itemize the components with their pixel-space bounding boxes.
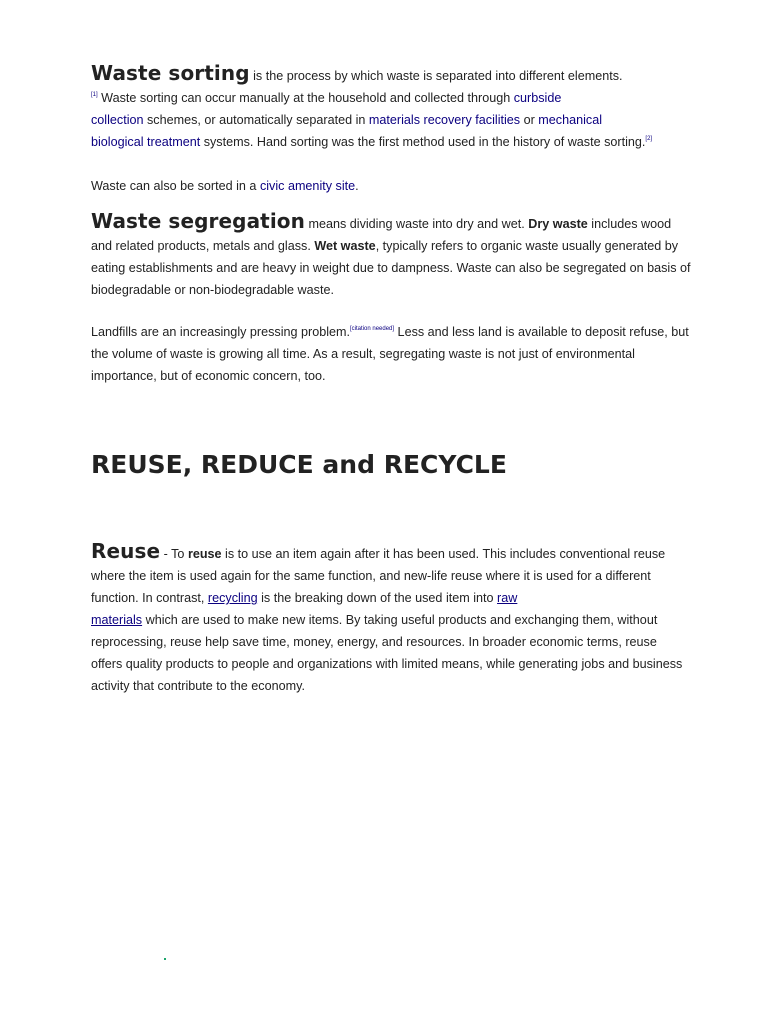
curbside-collection-link[interactable]: curbside xyxy=(513,91,562,105)
waste-segregation-term: Waste segregation xyxy=(91,209,305,233)
paragraph-text: Waste can also be sorted in a xyxy=(91,179,260,193)
paragraph-text: Waste sorting can occur manually at the household and collected through xyxy=(97,91,514,105)
civic-amenity-paragraph xyxy=(91,175,691,197)
waste-sorting-term: Waste sorting xyxy=(91,61,250,85)
paragraph-text: is to use an item again after it has been used. This includes conventional reuse where the item is used again for the same function, and new-life reuse where it is used for a different function. In contrast, xyxy=(91,547,666,605)
paragraph-text: is the breaking down of the used item into xyxy=(257,591,498,605)
reuse-term: Reuse xyxy=(91,539,161,563)
citation-link[interactable]: [2] xyxy=(645,136,653,142)
mechanical-biological-treatment-link[interactable]: biological treatment xyxy=(91,135,201,149)
paragraph-text: Landfills are an increasingly pressing problem. xyxy=(91,325,351,339)
paragraph-text: includes wood and related products, metals and glass. xyxy=(91,217,672,253)
waste-sorting-paragraph xyxy=(91,62,691,153)
paragraph-text: Less and less land is available to deposit refuse, but the volume of waste is growing all time. As a result, segregating waste is not just of environmental importance, but of economic concern, too. xyxy=(91,325,689,383)
stray-mark xyxy=(164,958,166,960)
civic-amenity-site-link[interactable]: civic amenity site xyxy=(259,179,356,193)
citation-needed-link[interactable]: [citation needed] xyxy=(350,326,395,332)
landfills-paragraph xyxy=(91,321,691,387)
waste-segregation-paragraph xyxy=(91,210,691,301)
dry-waste-term: Dry waste xyxy=(528,217,588,231)
paragraph-text: or xyxy=(520,113,539,127)
paragraph-text: which are used to make new items. By taking useful products and exchanging them, without reprocessing, reuse help save time, money, energy, and resources. In broader economic terms, reuse offers quality products to people and organizations with limited means, while generating jobs and business activity that contribute to the economy. xyxy=(91,613,683,693)
paragraph-text: is the process by which waste is separated into different elements. xyxy=(249,69,623,83)
raw-materials-link[interactable]: materials xyxy=(91,613,143,627)
wet-waste-term: Wet waste xyxy=(314,239,376,253)
paragraph-text: means dividing waste into dry and wet. xyxy=(304,217,529,231)
paragraph-text: schemes, or automatically separated in xyxy=(143,113,369,127)
recycling-link[interactable]: recycling xyxy=(207,591,258,605)
curbside-collection-link[interactable]: collection xyxy=(91,113,144,127)
section-heading: REUSE, REDUCE and RECYCLE xyxy=(91,450,507,479)
citation-link[interactable]: [1] xyxy=(91,92,98,98)
paragraph-text: . xyxy=(355,179,359,193)
raw-materials-link[interactable]: raw xyxy=(497,591,518,605)
reuse-paragraph xyxy=(91,540,691,697)
reuse-bold-term: reuse xyxy=(187,547,222,561)
materials-recovery-facilities-link[interactable]: materials recovery facilities xyxy=(368,113,521,127)
paragraph-text: systems. Hand sorting was the first method used in the history of waste sorting. xyxy=(200,135,646,149)
paragraph-text: , typically refers to organic waste usually generated by eating establishments and are heavy in weight due to dampness. Waste can also be segregated on basis of biodegradable or non-biodegradable waste. xyxy=(91,239,691,297)
paragraph-text: - To xyxy=(160,547,188,561)
mechanical-biological-treatment-link[interactable]: mechanical xyxy=(538,113,602,127)
